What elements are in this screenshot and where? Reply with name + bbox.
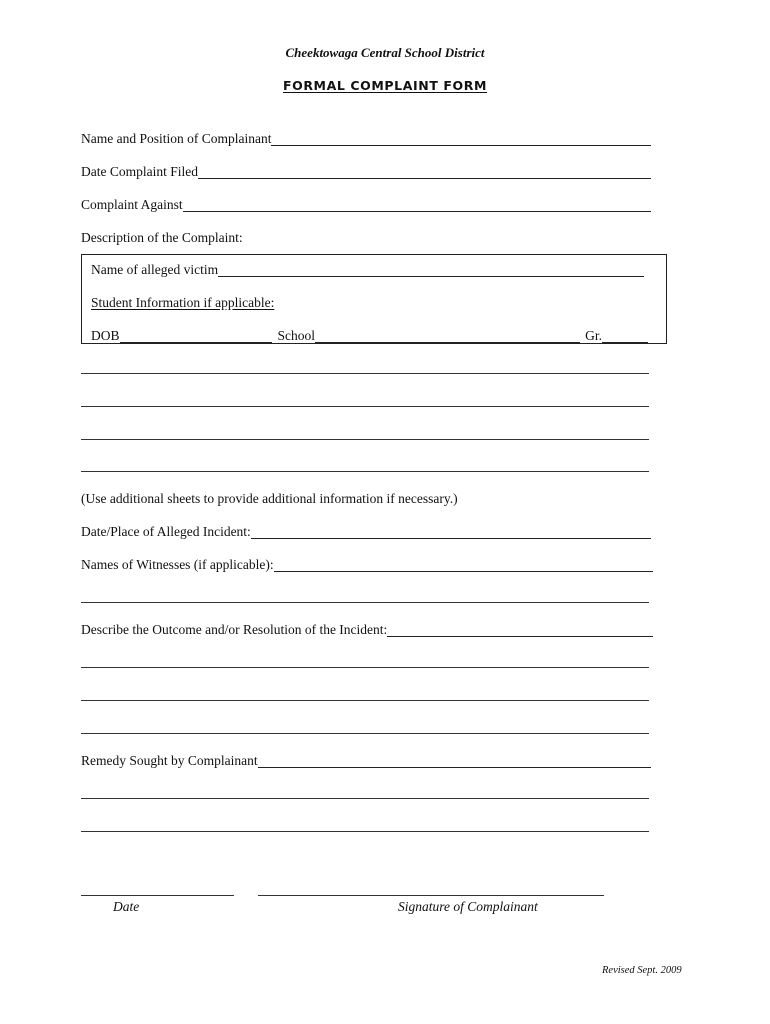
grade-input-line[interactable] bbox=[602, 328, 648, 343]
district-name: Cheektowaga Central School District bbox=[285, 45, 485, 60]
victim-name-label: Name of alleged victim bbox=[91, 262, 219, 277]
remedy-line-2[interactable] bbox=[81, 798, 649, 799]
date-place-label: Date/Place of Alleged Incident: bbox=[81, 524, 251, 539]
form-title bbox=[0, 78, 770, 93]
witnesses-line-2[interactable] bbox=[81, 602, 649, 603]
additional-sheets-text: (Use additional sheets to provide additional information if necessary.) bbox=[81, 491, 458, 506]
dob-input-line[interactable] bbox=[120, 328, 272, 343]
outcome-line-4[interactable] bbox=[81, 733, 649, 734]
witnesses-label: Names of Witnesses (if applicable): bbox=[81, 557, 274, 572]
description-line-1[interactable] bbox=[81, 373, 649, 374]
complainant-signature-line[interactable] bbox=[258, 895, 604, 896]
outcome-line-2[interactable] bbox=[81, 667, 649, 668]
date-filed-field bbox=[81, 160, 651, 180]
student-details-row bbox=[91, 324, 648, 344]
remedy-line-3[interactable] bbox=[81, 831, 649, 832]
date-signature-line[interactable] bbox=[81, 895, 234, 896]
outcome-label: Describe the Outcome and/or Resolution of the Incident: bbox=[81, 622, 388, 637]
school-label: School bbox=[277, 328, 316, 343]
dob-label: DOB bbox=[91, 328, 120, 343]
name-position-label: Name and Position of Complainant bbox=[81, 131, 272, 146]
remedy-input-line[interactable] bbox=[258, 753, 651, 768]
witnesses-input-line[interactable] bbox=[274, 557, 653, 572]
student-info-label: Student Information if applicable: bbox=[91, 295, 275, 310]
description-field bbox=[81, 226, 651, 246]
form-title-text: FORMAL COMPLAINT FORM bbox=[282, 78, 488, 93]
witnesses-field bbox=[81, 553, 653, 573]
date-filed-input-line[interactable] bbox=[198, 164, 651, 179]
victim-name-field bbox=[91, 258, 644, 278]
description-line-4[interactable] bbox=[81, 471, 649, 472]
school-input-line[interactable] bbox=[315, 328, 580, 343]
name-position-field bbox=[81, 127, 651, 147]
additional-sheets-note bbox=[81, 487, 651, 507]
date-filed-label: Date Complaint Filed bbox=[81, 164, 198, 179]
remedy-field bbox=[81, 749, 651, 769]
description-label: Description of the Complaint: bbox=[81, 230, 243, 245]
victim-name-input-line[interactable] bbox=[218, 262, 644, 277]
complaint-against-field bbox=[81, 193, 651, 213]
complaint-against-label: Complaint Against bbox=[81, 197, 183, 212]
date-place-input-line[interactable] bbox=[251, 524, 651, 539]
revised-date: Revised Sept. 2009 bbox=[602, 965, 682, 976]
description-line-3[interactable] bbox=[81, 439, 649, 440]
grade-label: Gr. bbox=[585, 328, 602, 343]
remedy-label: Remedy Sought by Complainant bbox=[81, 753, 258, 768]
outcome-line-3[interactable] bbox=[81, 700, 649, 701]
student-info-field bbox=[91, 291, 491, 311]
signature-label: Signature of Complainant bbox=[398, 899, 538, 914]
date-place-field bbox=[81, 520, 651, 540]
complaint-against-input-line[interactable] bbox=[183, 197, 651, 212]
name-position-input-line[interactable] bbox=[271, 131, 651, 146]
outcome-input-line[interactable] bbox=[387, 622, 653, 637]
outcome-field bbox=[81, 618, 653, 638]
description-line-2[interactable] bbox=[81, 406, 649, 407]
date-label: Date bbox=[113, 899, 140, 914]
